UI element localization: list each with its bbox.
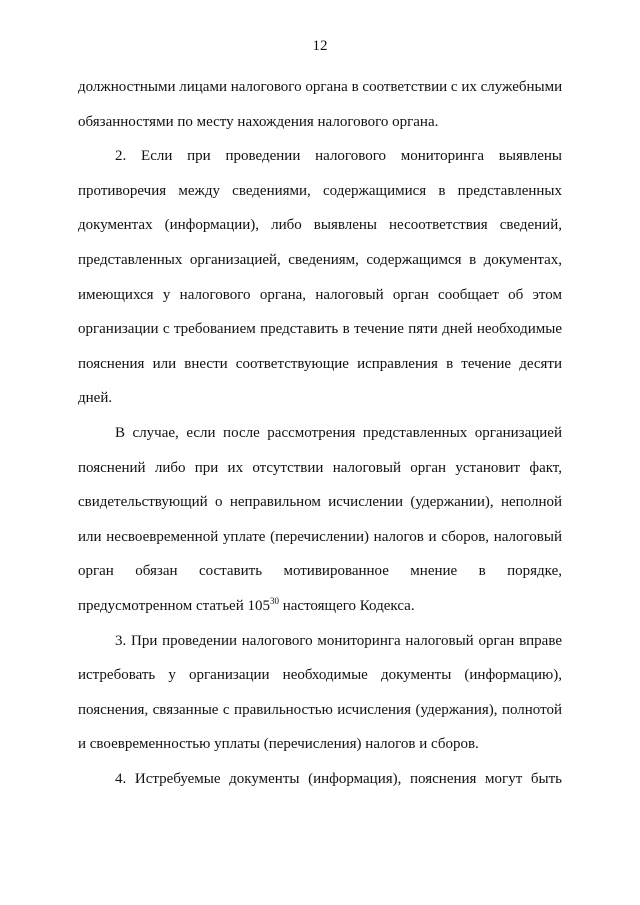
- text-line: противоречия между сведениями, содержащимися в представленных: [78, 182, 562, 199]
- text-line: В случае, если после рассмотрения представленных организацией: [115, 424, 562, 441]
- text-line: имеющихся у налогового органа, налоговый орган сообщает об этом: [78, 286, 562, 303]
- article-reference-tail: настоящего Кодекса.: [278, 597, 415, 614]
- text-line: пояснений либо при их отсутствии налоговый орган установит факт,: [78, 459, 562, 476]
- text-line: или несвоевременной уплате (перечислении) налогов и сборов, налоговый: [78, 528, 562, 545]
- text-line: 2. Если при проведении налогового мониторинга выявлены: [115, 148, 562, 165]
- text-line: представленных организацией, сведениям, содержащимся в документах,: [78, 251, 562, 268]
- text-line: обязанностями по месту нахождения налогового органа.: [78, 113, 439, 130]
- text-line: свидетельствующий о неправильном исчислении (удержании), неполной: [78, 494, 562, 511]
- text-line: орган обязан составить мотивированное мнение в порядке,: [78, 563, 562, 580]
- paragraph-4: [78, 762, 562, 797]
- article-reference-text: предусмотренном статьей 105: [78, 597, 270, 614]
- article-superscript: 30: [269, 595, 279, 606]
- paragraph-3: [78, 624, 562, 762]
- paragraph-continuation: [78, 70, 562, 139]
- text-line: 3. При проведении налогового мониторинга налоговый орган вправе: [115, 632, 562, 649]
- document-body: [78, 70, 562, 796]
- text-line: истребовать у организации необходимые документы (информацию),: [78, 667, 562, 684]
- text-line: документах (информации), либо выявлены несоответствия сведений,: [78, 217, 562, 234]
- text-line-with-article-reference: [78, 589, 562, 624]
- text-line: пояснения или внести соответствующие исправления в течение десяти: [78, 355, 562, 372]
- text-line: и своевременностью уплаты (перечисления) налогов и сборов.: [78, 736, 479, 753]
- text-line: 4. Истребуемые документы (информация), пояснения могут быть: [115, 770, 562, 787]
- text-line: пояснения, связанные с правильностью исчисления (удержания), полнотой: [78, 701, 562, 718]
- paragraph-case: [78, 416, 562, 624]
- text-line: дней.: [78, 390, 113, 407]
- paragraph-2: [78, 139, 562, 416]
- page-number: 12: [312, 38, 328, 54]
- text-line: должностными лицами налогового органа в соответствии с их служебными: [78, 79, 563, 95]
- text-line: организации с требованием представить в течение пяти дней необходимые: [78, 321, 562, 338]
